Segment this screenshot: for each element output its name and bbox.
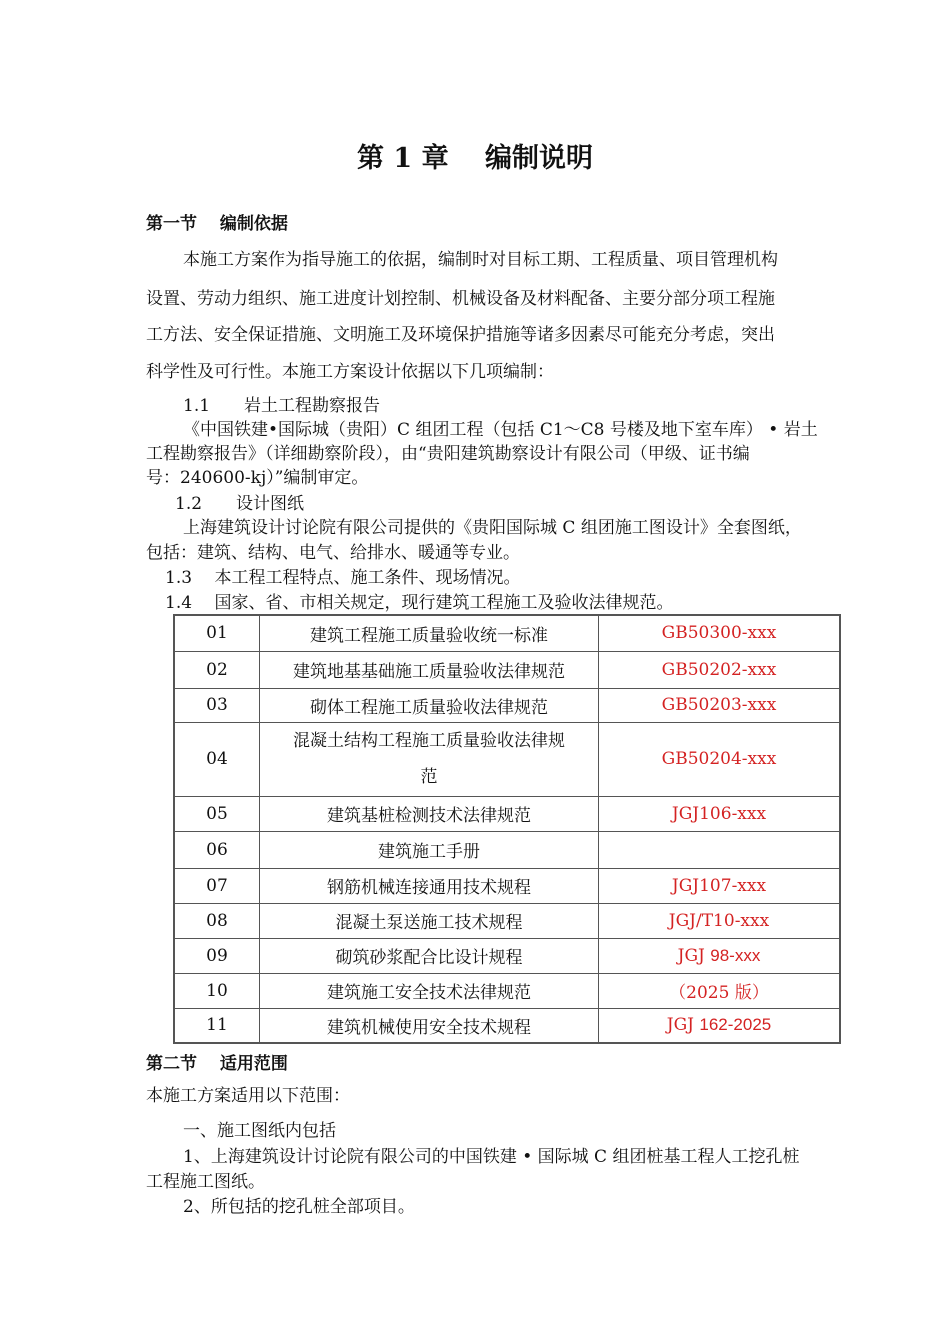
standard-code-prefix: JGJ [677, 945, 705, 966]
standard-code: GB50204-xxx [599, 722, 841, 796]
standard-code [599, 831, 841, 868]
standard-code: GB50202-xxx [599, 651, 841, 688]
standard-name: 建筑机械使用安全技术规程 [260, 1008, 599, 1043]
table-row [174, 796, 840, 831]
table-row [174, 868, 840, 903]
table-row [174, 938, 840, 973]
intro-line-3: 工方法、安全保证措施、文明施工及环境保护措施等诸多因素尽可能充分考虑，突出 [146, 325, 775, 345]
standard-name: 建筑基桩检测技术法律规范 [260, 796, 599, 831]
standard-name: 混凝土泵送施工技术规程 [260, 903, 599, 938]
table-row [174, 831, 840, 868]
standard-name-line-1: 混凝土结构工程施工质量验收法律规 [293, 731, 565, 751]
row-number: 01 [174, 615, 260, 651]
item-1-3: 1.3 本工程工程特点、施工条件、现场情况。 [165, 568, 521, 588]
item-1-2-line-1: 上海建筑设计讨论院有限公司提供的《贵阳国际城 C 组团施工图设计》全套图纸， [183, 518, 802, 538]
item-1-1-line-3: 号：240600-kj）”编制审定。 [146, 468, 369, 488]
scope-item-1-line-2: 工程施工图纸。 [146, 1172, 265, 1192]
scope-item-1-line-1: 1、上海建筑设计讨论院有限公司的中国铁建 • 国际城 C 组团桩基工程人工挖孔桩 [183, 1147, 800, 1167]
row-number: 08 [174, 903, 260, 938]
table-row [174, 1008, 840, 1043]
standard-name: 钢筋机械连接通用技术规程 [260, 868, 599, 903]
standard-code: JGJ107-xxx [599, 868, 841, 903]
scope-intro: 本施工方案适用以下范围： [146, 1086, 350, 1106]
intro-line-4: 科学性及可行性。本施工方案设计依据以下几项编制： [146, 362, 554, 382]
table-row [174, 651, 840, 688]
intro-line-2: 设置、劳动力组织、施工进度计划控制、机械设备及材料配备、主要分部分项工程施 [146, 289, 775, 309]
standard-name [260, 722, 599, 796]
standard-name: 建筑施工安全技术法律规范 [260, 973, 599, 1008]
row-number: 07 [174, 868, 260, 903]
table-row [174, 722, 840, 796]
row-number: 11 [174, 1008, 260, 1043]
standard-code: GB50203-xxx [599, 688, 841, 722]
standard-name: 砌筑砂浆配合比设计规程 [260, 938, 599, 973]
item-1-4: 1.4 国家、省、市相关规定，现行建筑工程施工及验收法律规范。 [165, 593, 674, 613]
standard-name: 建筑地基基础施工质量验收法律规范 [260, 651, 599, 688]
intro-line-1: 本施工方案作为指导施工的依据，编制时对目标工期、工程质量、项目管理机构 [183, 250, 778, 270]
item-1-1-line-1: 《中国铁建•国际城（贵阳）C 组团工程（包括 C1～C8 号楼及地下室车库） • 岩土 [183, 420, 818, 440]
section-heading-scope: 第二节 适用范围 [146, 1054, 288, 1074]
row-number: 05 [174, 796, 260, 831]
item-1-1-line-2: 工程勘察报告》（详细勘察阶段），由“贵阳建筑勘察设计有限公司（甲级、证书编 [146, 444, 750, 464]
row-number: 06 [174, 831, 260, 868]
standard-code [599, 938, 841, 973]
row-number: 09 [174, 938, 260, 973]
standard-name: 建筑工程施工质量验收统一标准 [260, 615, 599, 651]
row-number: 02 [174, 651, 260, 688]
standard-name-line-2: 范 [420, 767, 438, 787]
standards-table [173, 614, 841, 1044]
row-number: 04 [174, 722, 260, 796]
standard-code [599, 1008, 841, 1043]
chapter-title: 第 1 章 编制说明 [357, 143, 593, 174]
item-1-1-heading: 1.1 岩土工程勘察报告 [183, 396, 381, 416]
row-number: 10 [174, 973, 260, 1008]
table-row [174, 615, 840, 651]
table-row [174, 903, 840, 938]
row-number: 03 [174, 688, 260, 722]
standard-name: 砌体工程施工质量验收法律规范 [260, 688, 599, 722]
table-row [174, 973, 840, 1008]
standard-code: GB50300-xxx [599, 615, 841, 651]
standard-code-number: 98-xxx [710, 945, 761, 965]
standard-code-number: 162-2025 [699, 1015, 772, 1035]
table-row [174, 688, 840, 722]
scope-item-2: 2、所包括的挖孔桩全部项目。 [183, 1197, 415, 1217]
standard-code: JGJ/T10-xxx [599, 903, 841, 938]
standard-name: 建筑施工手册 [260, 831, 599, 868]
standard-code-prefix: JGJ [666, 1015, 694, 1036]
standard-code: （2025 版） [599, 973, 841, 1008]
item-1-2-line-2: 包括：建筑、结构、电气、给排水、暖通等专业。 [146, 543, 520, 563]
item-1-2-heading: 1.2 设计图纸 [175, 494, 305, 514]
standard-code: JGJ106-xxx [599, 796, 841, 831]
scope-subheading: 一、施工图纸内包括 [183, 1121, 336, 1141]
section-heading-basis: 第一节 编制依据 [146, 214, 288, 234]
